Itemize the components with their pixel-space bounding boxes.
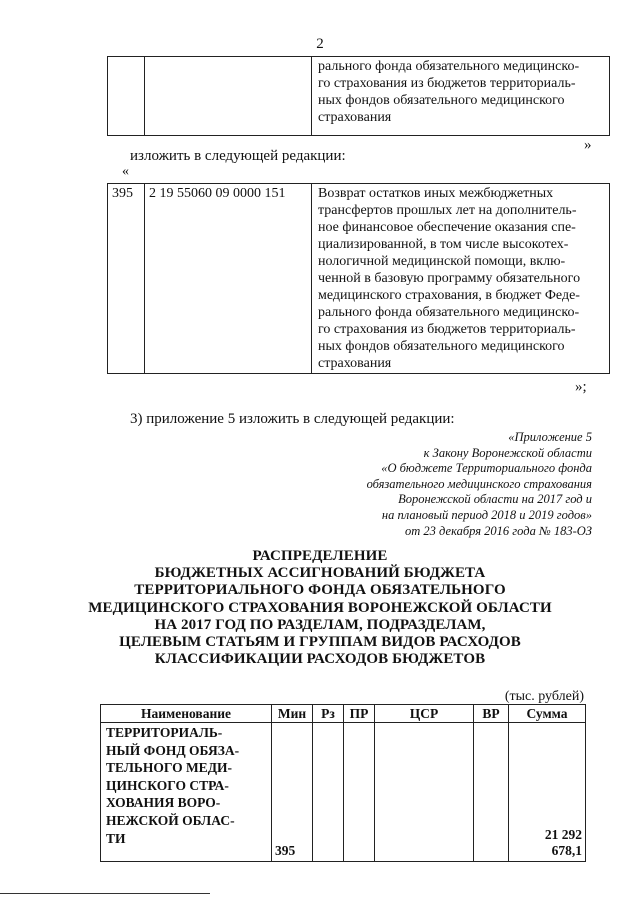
- intro-text: изложить в следующей редакции:: [130, 148, 346, 164]
- text-line: рального фонда обязательного медицинско-: [318, 59, 580, 74]
- name-line: ЦИНСКОГО СТРА-: [106, 777, 229, 793]
- header-pr: ПР: [344, 705, 375, 723]
- description-cell: [312, 184, 610, 374]
- code-cell: [108, 57, 145, 136]
- header-csr: ЦСР: [375, 705, 474, 723]
- new-row-table: [107, 183, 610, 374]
- pr-cell: [344, 723, 375, 862]
- annex-line: к Закону Воронежской области: [423, 445, 592, 460]
- header-name: Наименование: [101, 705, 272, 723]
- heading-line: ЦЕЛЕВЫМ СТАТЬЯМ И ГРУППАМ ВИДОВ РАСХОДОВ: [119, 634, 521, 651]
- annex-line: обязательного медицинского страхования: [366, 476, 592, 491]
- text-line: ченной в базовую программу обязательного: [318, 271, 581, 286]
- text-line: циализированной, в том числе высокотех-: [318, 237, 569, 252]
- text-line: трансфертов прошлых лет на дополнитель-: [318, 203, 577, 218]
- name-cell: [101, 723, 272, 862]
- header-rz: Рз: [313, 705, 344, 723]
- annex-line: «Приложение 5: [508, 430, 592, 444]
- table-row: [108, 57, 610, 136]
- name-line: ТЕРРИТОРИАЛЬ-: [106, 725, 223, 740]
- header-vr: ВР: [474, 705, 509, 723]
- closing-quote: »: [584, 137, 592, 153]
- table-row: [101, 723, 586, 862]
- text-line: ных фондов обязательного медицинского: [318, 339, 565, 354]
- text-line: ных фондов обязательного медицинского: [318, 93, 565, 108]
- header-min: Мин: [272, 705, 313, 723]
- header-sum: Сумма: [509, 705, 586, 723]
- footnote-divider: [0, 893, 210, 894]
- closing-quote: »;: [575, 379, 587, 395]
- point-3-text: 3) приложение 5 изложить в следующей редакции:: [130, 411, 455, 427]
- text-line: ное финансовое обеспечение оказания спе-: [318, 220, 576, 235]
- rz-cell: [313, 723, 344, 862]
- section-heading: [0, 548, 640, 668]
- annex-line: на плановый период 2018 и 2019 годов»: [381, 507, 592, 522]
- kbk-cell: 2 19 55060 09 0000 151: [145, 184, 312, 374]
- heading-line: БЮДЖЕТНЫХ АССИГНОВАНИЙ БЮДЖЕТА: [154, 565, 486, 582]
- text-line: страхования: [318, 110, 392, 125]
- heading-line: ТЕРРИТОРИАЛЬНОГО ФОНДА ОБЯЗАТЕЛЬНОГО: [134, 582, 506, 599]
- table-row: [108, 184, 610, 374]
- header-row: [101, 705, 586, 723]
- page-number: 2: [316, 36, 324, 52]
- text-line: медицинского страхования, в бюджет Феде-: [318, 288, 580, 303]
- code-cell: 395: [108, 184, 145, 374]
- csr-cell: [375, 723, 474, 862]
- text-line: Возврат остатков иных межбюджетных: [318, 186, 554, 201]
- sum-cell: 21 292 678,1: [509, 723, 586, 862]
- heading-line: НА 2017 ГОД ПО РАЗДЕЛАМ, ПОДРАЗДЕЛАМ,: [154, 616, 486, 633]
- annex-reference: [367, 430, 592, 539]
- name-line: ХОВАНИЯ ВОРО-: [106, 795, 221, 811]
- previous-row-table: [107, 56, 610, 136]
- annex-line: от 23 декабря 2016 года № 183-ОЗ: [405, 523, 592, 538]
- budget-allocation-table: [100, 704, 586, 862]
- text-line: го страхования из бюджетов территориаль-: [318, 322, 576, 337]
- annex-line: Воронежской области на 2017 год и: [398, 492, 592, 507]
- text-line: го страхования из бюджетов территориаль-: [318, 76, 576, 91]
- kbk-cell: [145, 57, 312, 136]
- min-cell: 395: [272, 723, 313, 862]
- name-line: ТЕЛЬНОГО МЕДИ-: [106, 760, 232, 776]
- heading-line: МЕДИЦИНСКОГО СТРАХОВАНИЯ ВОРОНЕЖСКОЙ ОБЛАСТИ: [88, 599, 552, 616]
- text-line: нологичной медицинской помощи, вклю-: [318, 254, 566, 269]
- name-line: НЫЙ ФОНД ОБЯЗА-: [106, 742, 240, 758]
- heading-line: КЛАССИФИКАЦИИ РАСХОДОВ БЮДЖЕТОВ: [154, 651, 486, 668]
- annex-line: «О бюджете Территориального фонда: [381, 461, 592, 476]
- name-line: НЕЖСКОЙ ОБЛАС-: [106, 812, 235, 828]
- description-cell: [312, 57, 610, 136]
- vr-cell: [474, 723, 509, 862]
- text-line: рального фонда обязательного медицинско-: [318, 305, 580, 320]
- text-line: страхования: [318, 356, 392, 371]
- opening-quote: «: [122, 164, 129, 179]
- units-label: (тыс. рублей): [504, 689, 584, 704]
- name-line: ТИ: [106, 830, 126, 846]
- heading-line: РАСПРЕДЕЛЕНИЕ: [252, 548, 388, 564]
